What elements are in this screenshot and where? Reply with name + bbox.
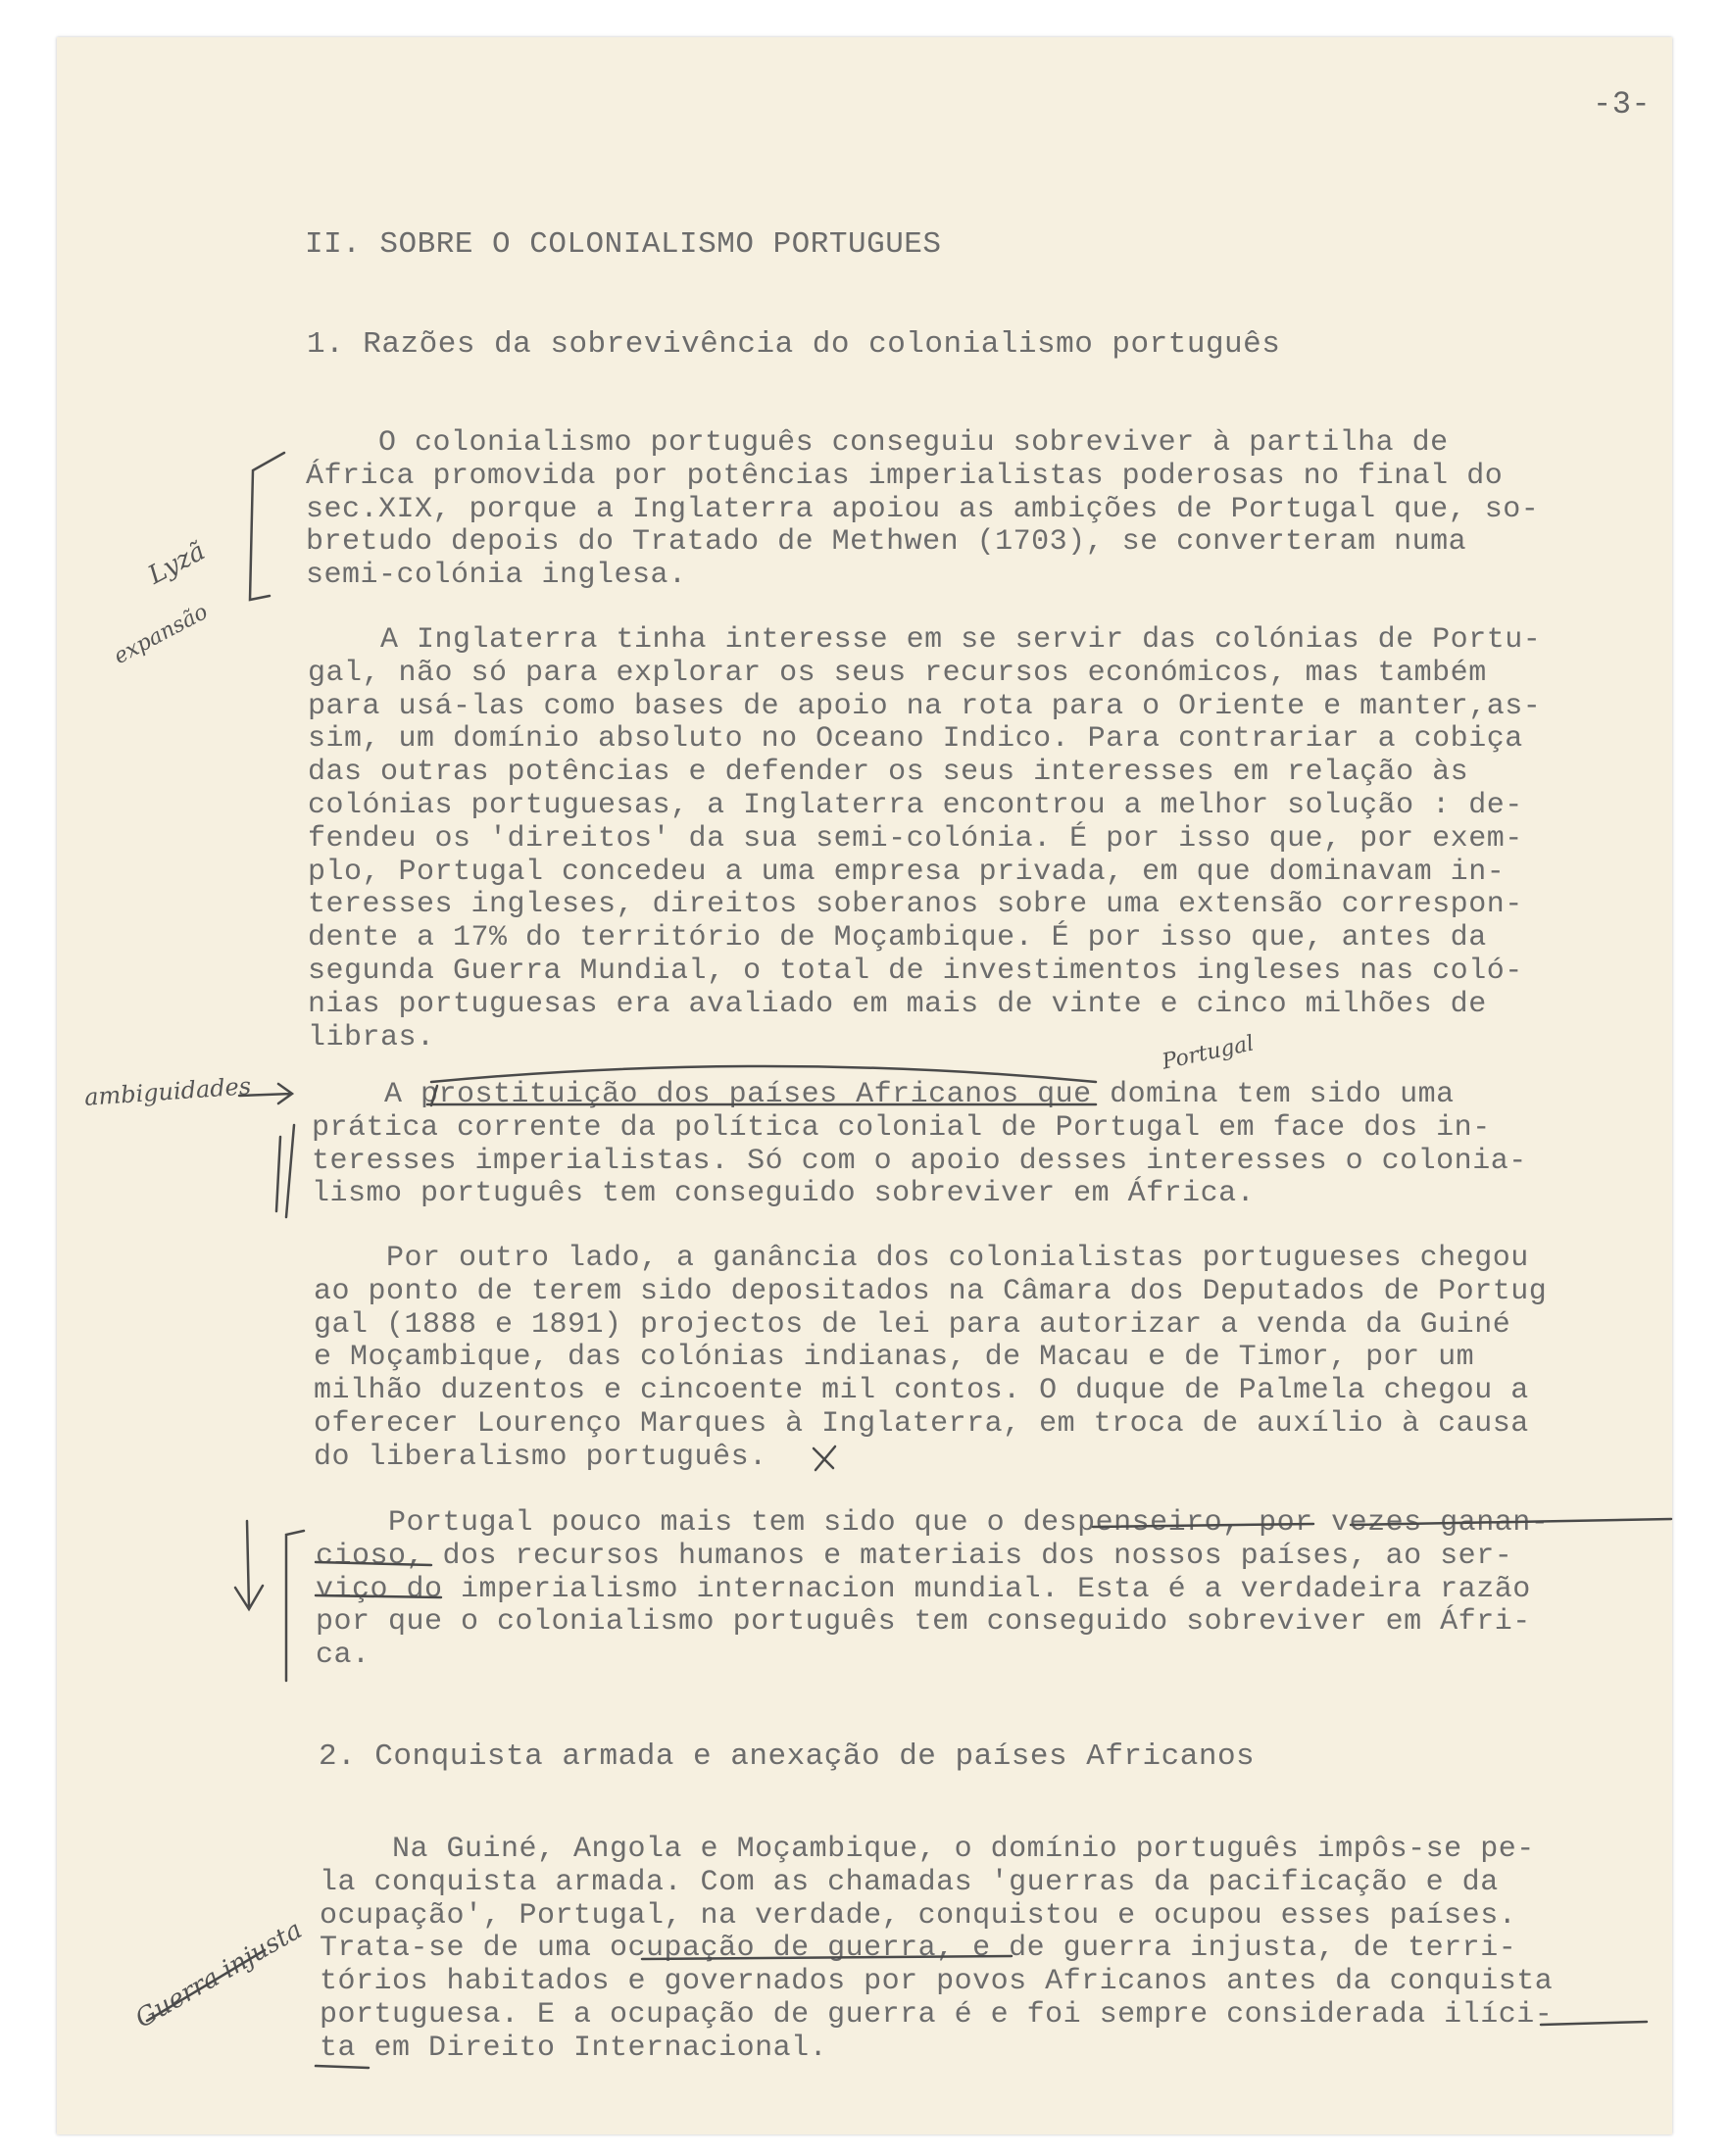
text-line: Por outro lado, a ganância dos colonialistas portugueses chegou [314,1242,1529,1275]
handwritten-note-portugal: Portugal [1160,1031,1257,1075]
text-line: para usá-las como bases de apoio na rota para o Oriente e manter,as- [308,689,1542,723]
paragraph-5 [316,1507,1678,1673]
text-line: libras. [308,1020,435,1054]
subsection-heading-1: 1. Razões da sobrevivência do colonialismo português [307,327,1281,362]
text-line: Portugal pouco mais tem sido que o despenseiro, por vezes ganan- [316,1506,1550,1540]
handwritten-note-expansao: expansão [110,599,213,670]
handwritten-note-guerra: Guerra injusta [130,1915,308,2034]
text-line: portuguesa. E a ocupação de guerra é e foi sempre considerada ilíci- [320,1997,1554,2032]
text-line: das outras potências e defender os seus interesses em relação às [308,756,1469,790]
text-line: gal (1888 e 1891) projectos de lei para autorizar a venda da Guiné [314,1307,1511,1342]
text-line: prática corrente da política colonial de Portugal em face dos in- [312,1110,1491,1145]
text-line: A Inglaterra tinha interesse em se servir das colónias de Portu- [308,623,1542,657]
text-line: viço do imperialismo internacion mundial. Esta é a verdadeira razão [316,1572,1531,1606]
section-heading: II. SOBRE O COLONIALISMO PORTUGUES [305,227,942,262]
text-line: nias portuguesas era avaliado em mais de vinte e cinco milhões de [308,987,1487,1021]
paragraph-6 [320,1834,1682,2066]
text-line: África promovida por potências imperialistas poderosas no final do [306,459,1504,493]
paragraph-1 [306,427,1668,593]
text-line: lismo português tem conseguido sobreviver em África. [312,1177,1256,1211]
text-line: dente a 17% do território de Moçambique. É por isso que, antes da [308,921,1487,956]
text-line: semi-colónia inglesa. [306,559,687,593]
subsection-heading-2: 2. Conquista armada e anexação de países Africanos [319,1740,1256,1774]
text-line: bretudo depois do Tratado de Methwen (1703), se converteram numa [306,525,1467,560]
text-line: por que o colonialismo português tem conseguido sobreviver em Áfri- [316,1605,1531,1640]
paragraph-2 [308,624,1670,1054]
text-line: O colonialismo português conseguiu sobreviver à partilha de [306,426,1449,460]
text-line: Na Guiné, Angola e Moçambique, o domínio português impôs-se pe- [320,1833,1535,1866]
text-line: Trata-se de uma ocupação de guerra, e de guerra injusta, de terri- [320,1932,1517,1966]
text-line: do liberalismo português. [314,1440,767,1474]
text-line: la conquista armada. Com as chamadas 'guerras da pacificação e da [320,1865,1499,1899]
text-line: ca. [316,1639,371,1673]
text-line: A prostituição dos países Africanos que domina tem sido uma [312,1078,1455,1111]
text-line: milhão duzentos e cincoente mil contos. O duque de Palmela chegou a [314,1374,1529,1408]
text-line: sim, um domínio absoluto no Oceano Indico. Para contrariar a cobiça [308,722,1523,757]
text-line: oferecer Lourenço Marques à Inglaterra, em troca de auxílio à causa [314,1406,1529,1441]
paragraph-4 [314,1243,1676,1475]
text-line: segunda Guerra Mundial, o total de investimentos ingleses nas coló- [308,954,1523,988]
text-line: colónias portuguesas, a Inglaterra encontrou a melhor solução : de- [308,788,1523,822]
handwritten-note-lyza: Lyzã [143,536,211,591]
text-line: teresses ingleses, direitos soberanos sobre uma extensão correspon- [308,888,1523,922]
text-line: ta em Direito Internacional. [320,2031,828,2065]
text-line: e Moçambique, das colónias indianas, de Macau e de Timor, por um [314,1341,1475,1375]
text-line: sec.XIX, porque a Inglaterra apoiou as ambições de Portugal que, so- [306,492,1540,526]
text-line: cioso, dos recursos humanos e materiais dos nossos países, ao ser- [316,1539,1513,1573]
text-line: gal, não só para explorar os seus recursos económicos, mas também [308,656,1487,690]
text-line: ocupação', Portugal, na verdade, conquistou e ocupou esses países. [320,1898,1517,1933]
text-line: ao ponto de terem sido depositados na Câmara dos Deputados de Portug [314,1274,1548,1308]
handwritten-note-ambiguidades: ambiguidades [83,1072,252,1111]
paragraph-3 [312,1079,1674,1211]
page-number: -3- [1593,86,1652,122]
text-line: teresses imperialistas. Só com o apoio desses interesses o colonia- [312,1144,1527,1178]
text-line: tórios habitados e governados por povos Africanos antes da conquista [320,1965,1554,1999]
text-line: plo, Portugal concedeu a uma empresa privada, em que dominavam in- [308,855,1506,889]
text-line: fendeu os 'direitos' da sua semi-colónia. É por isso que, por exem- [308,821,1523,856]
